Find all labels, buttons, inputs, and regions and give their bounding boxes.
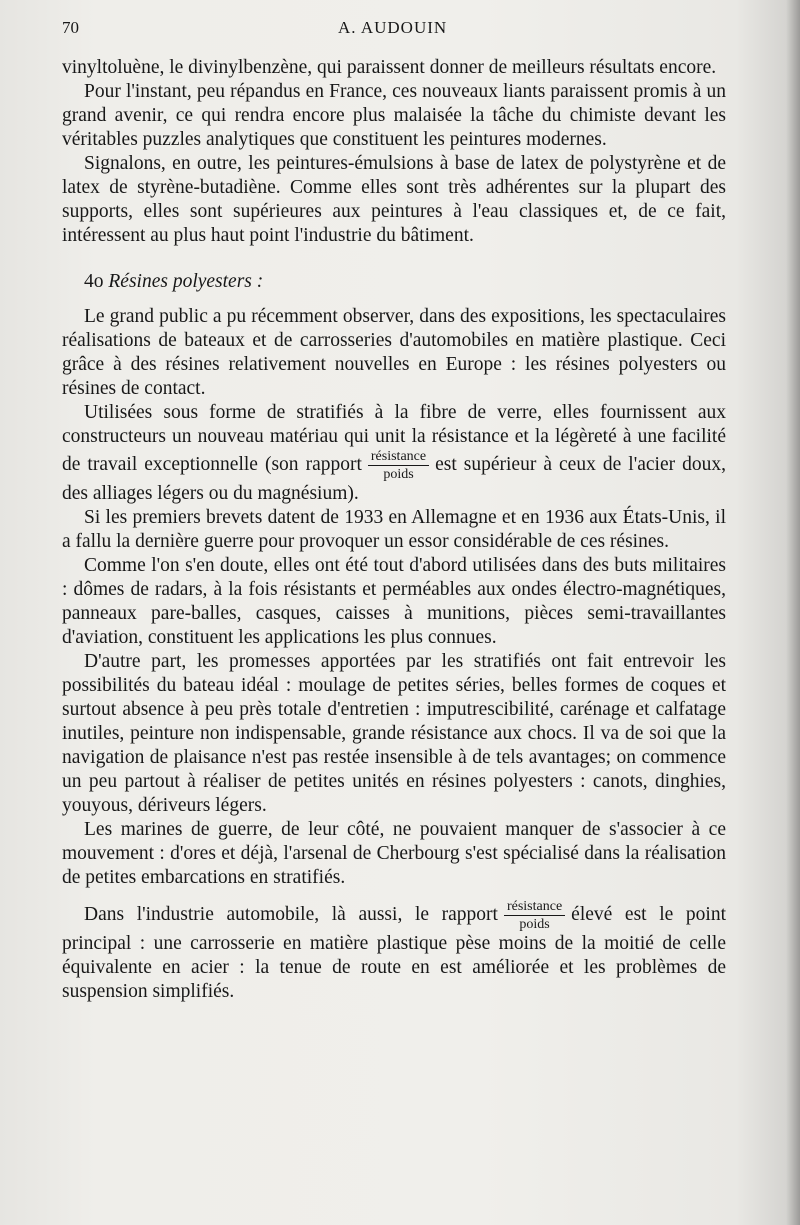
fraction-resistance-poids xyxy=(368,449,429,482)
paragraph: Les marines de guerre, de leur côté, ne pouvaient manquer de s'associer à ce mouvement : d'ores et déjà, l'arsenal de Cherbourg s'est spécialisé dans la réalisation de petites embarcations en stratifiés. xyxy=(62,819,726,888)
paragraph-text: Utilisées sous forme de stratifiés à la fibre de verre, elles fournissent aux constructeurs un nouveau matériau qui unit la résistance et la légèreté à une facilité de travail exceptionnelle (son rapport xyxy=(62,402,726,475)
paragraph: Si les premiers brevets datent de 1933 en Allemagne et en 1936 aux États-Unis, il a fallu la dernière guerre pour provoquer un essor considérable de ces résines. xyxy=(62,507,726,552)
paragraph-text: élevé est le point principal : une carrosserie en matière plastique pèse moins de la moitié de celle équivalente en acier : la tenue de route en est améliorée et les problèmes de suspension simplifiés. xyxy=(62,903,727,1002)
paragraph-continuation: vinyltoluène, le divinylbenzène, qui paraissent donner de meilleurs résultats encore. xyxy=(62,57,717,78)
paragraph: Pour l'instant, peu répandus en France, ces nouveaux liants paraissent promis à un grand avenir, ce qui rendra encore plus malaisée la tâche du chimiste devant les véritables puzzles analytiques que constituent les peintures modernes. xyxy=(62,81,726,150)
page-body xyxy=(62,56,726,1004)
fraction-numerator: résistance xyxy=(368,449,429,466)
page-header xyxy=(62,18,732,44)
fraction-denominator: poids xyxy=(519,917,550,932)
paragraph: D'autre part, les promesses apportées par les stratifiés ont fait entrevoir les possibilités du bateau idéal : moulage de petites séries, belles formes de coques et surtout absence à peu près totale d'entretien : imputrescibilité, carénage et calfatage inutiles, peinture non indispensable, grande résistance aux chocs. Il va de soi que la navigation de plaisance n'est pas restée insensible à de tels avantages; on commence un peu partout à réaliser de petites unités en résines polyesters : canots, dinghies, youyous, dériveurs légers. xyxy=(62,651,726,816)
running-head: A. AUDOUIN xyxy=(338,18,448,37)
page-number: 70 xyxy=(62,18,79,37)
section-number: 4o xyxy=(84,271,104,292)
fraction-numerator: résistance xyxy=(504,899,565,916)
fraction-denominator: poids xyxy=(383,467,414,482)
paragraph: Le grand public a pu récemment observer, dans des expositions, les spectaculaires réalisations de bateaux et de carrosseries d'automobiles en matière plastique. Ceci grâce à des résines relativement nouvelles en Europe : les résines polyesters ou résines de contact. xyxy=(62,306,726,399)
fraction-resistance-poids xyxy=(504,899,565,932)
paragraph-text: est supérieur à ceux de l'acier doux, des alliages légers ou du magnésium). xyxy=(62,453,726,504)
paragraph-text: Dans l'industrie automobile, là aussi, le rapport xyxy=(84,903,498,925)
paragraph-with-fraction xyxy=(62,401,726,506)
section-heading xyxy=(62,270,726,294)
paragraph: Signalons, en outre, les peintures-émulsions à base de latex de polystyrène et de latex de styrène-butadiène. Comme elles sont très adhérentes sur la plupart des supports, elles sont supérieures aux peintures à l'eau classiques et, de ce fait, intéressent au plus haut point l'industrie du bâtiment. xyxy=(62,153,726,246)
page-edge-shadow xyxy=(786,0,800,1225)
section-title: Résines polyesters : xyxy=(108,271,264,292)
paragraph: Comme l'on s'en doute, elles ont été tout d'abord utilisées dans des buts militaires : dômes de radars, à la fois résistants et perméables aux ondes électro-magnétiques, panneaux pare-balles, casques, caisses à munitions, pièces semi-travaillantes d'aviation, constituent les applications les plus connues. xyxy=(62,555,726,648)
paragraph-with-fraction xyxy=(62,899,726,1004)
